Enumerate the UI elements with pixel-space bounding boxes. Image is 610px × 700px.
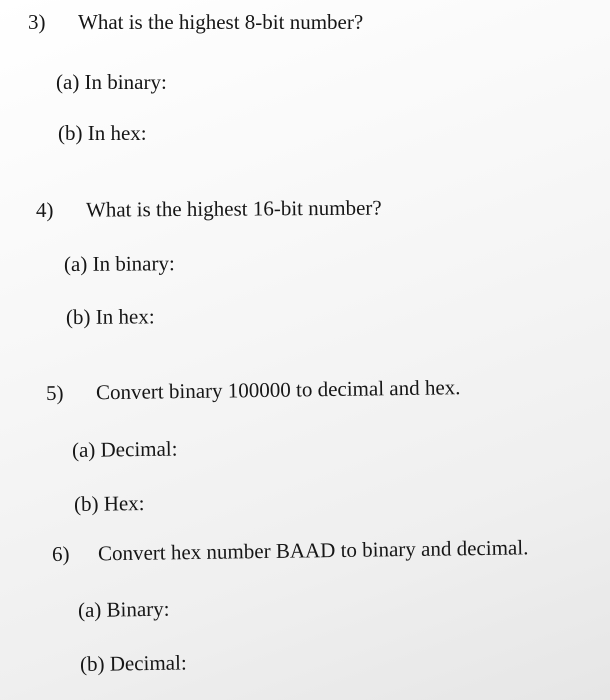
question-3-text: What is the highest 8-bit number? <box>78 10 364 34</box>
question-5-part-b: (b) Hex: <box>73 491 145 516</box>
question-5 <box>46 377 461 404</box>
question-4-part-b: (b) In hex: <box>65 304 155 329</box>
question-4-text: What is the highest 16-bit number? <box>85 195 382 222</box>
question-5-text: Convert binary 100000 to decimal and hex. <box>95 375 461 405</box>
question-6 <box>52 537 529 565</box>
question-3 <box>28 12 363 33</box>
question-3-part-b: (b) In hex: <box>58 121 147 145</box>
question-3-part-a: (a) In binary: <box>56 70 167 94</box>
question-6-part-a: (a) Binary: <box>77 596 170 622</box>
question-6-part-b: (b) Decimal: <box>79 650 187 676</box>
question-4-number: 4) <box>35 197 54 222</box>
question-6-text: Convert hex number BAAD to binary and decimal. <box>97 535 529 566</box>
question-4-part-a: (a) In binary: <box>63 251 175 276</box>
question-4 <box>35 195 382 222</box>
question-5-number: 5) <box>45 380 64 405</box>
question-3-number: 3) <box>28 10 46 34</box>
question-6-number: 6) <box>51 541 70 566</box>
question-5-part-a: (a) Decimal: <box>71 436 178 462</box>
